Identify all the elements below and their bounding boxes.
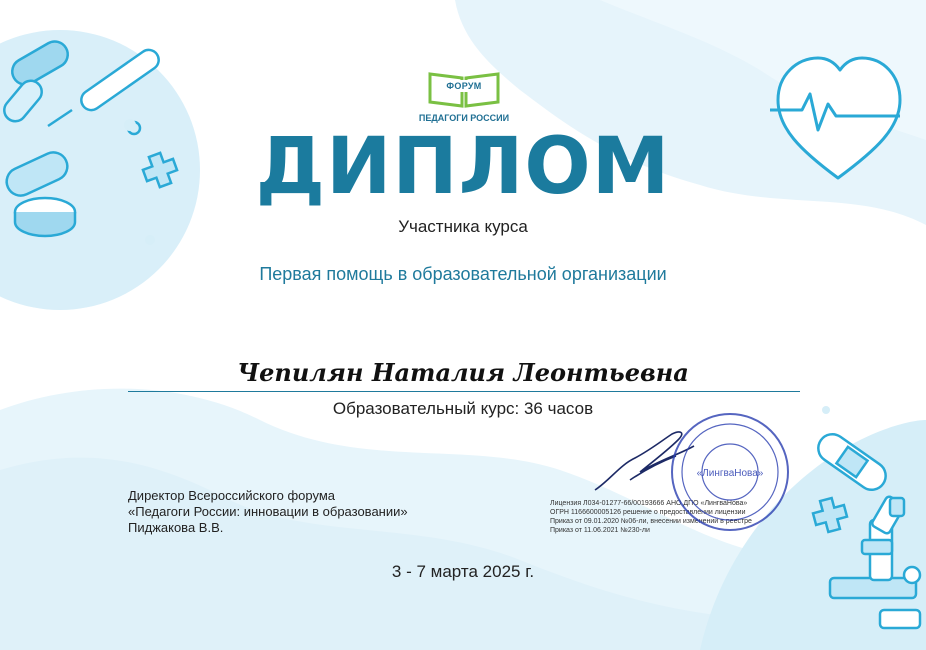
director-line-2: «Педагоги России: инновации в образовании» <box>128 504 408 519</box>
diploma-subtitle: Участника курса <box>398 217 528 236</box>
director-block <box>128 488 408 536</box>
logo-top-text: ФОРУМ <box>446 81 482 91</box>
diploma-title: ДИПЛОМ <box>255 122 671 212</box>
course-dates: 3 - 7 марта 2025 г. <box>391 562 535 581</box>
course-hours: Образовательный курс: 36 часов <box>332 399 594 418</box>
recipient-name: Чепилян Наталия Леонтьевна <box>237 358 689 387</box>
official-seal <box>668 410 792 534</box>
license-line-2: ОГРН 1166600005126 решение о предоставлении лицензии <box>550 509 746 516</box>
name-underline <box>128 391 800 392</box>
director-line-1: Директор Всероссийского форума <box>128 488 336 503</box>
course-title: Первая помощь в образовательной организации <box>259 264 667 284</box>
forum-logo <box>412 66 516 128</box>
license-line-3: Приказ от 09.01.2020 №06-ли, внесении изменений в реестре <box>550 518 752 525</box>
logo-bottom-text: ПЕДАГОГИ РОССИИ <box>418 113 510 123</box>
license-line-1: Лицензия Л034-01277-66/00193666 АНО ДПО «ЛингваНова» <box>550 500 748 507</box>
seal-center-text: «ЛингваНова» <box>696 468 764 479</box>
license-line-4: Приказ от 11.06.2021 №230-ли <box>550 527 650 534</box>
director-name: Пиджакова В.В. <box>128 520 224 535</box>
